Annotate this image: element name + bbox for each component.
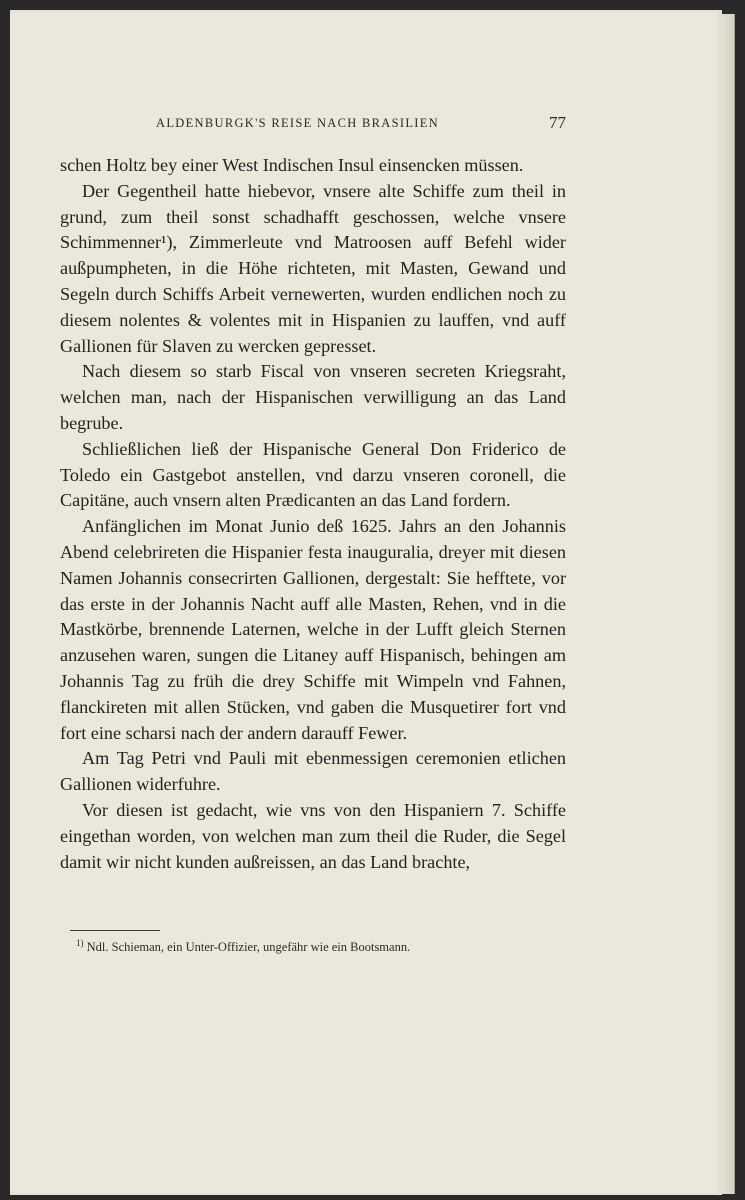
footnote-marker: 1) <box>76 938 84 948</box>
running-head: ALDENBURGK'S REISE NACH BRASILIEN <box>156 116 440 130</box>
footnote-rule <box>70 930 160 931</box>
body-text <box>60 153 566 875</box>
paragraph: Am Tag Petri vnd Pauli mit ebenmessigen ceremonien etlichen Gallionen widerfuhre. <box>60 748 566 795</box>
paragraph: Vor diesen ist gedacht, wie vns von den Hispaniern 7. Schiffe eingethan worden, von welchen man zum theil die Ruder, die Segel damit wir nicht kunden außreissen, an das Land brachte, <box>60 799 566 872</box>
paragraph: schen Holtz bey einer West Indischen Insul einsencken müssen. <box>60 155 524 175</box>
footnote-text: Ndl. Schieman, ein Unter-Offizier, ungefähr wie ein Bootsmann. <box>86 940 411 955</box>
paragraph: Schließlichen ließ der Hispanische General Don Friderico de Toledo ein Gastgebot anstellen, vnd darzu vnseren coronell, die Capitäne, auch vnsern alten Prædicanten an das Land fordern. <box>60 438 566 511</box>
footnote <box>76 938 566 955</box>
paragraph: Nach diesem so starb Fiscal von vnseren secreten Kriegsraht, welchen man, nach der Hispanischen verwilligung an das Land begrube. <box>60 361 566 433</box>
page-header <box>156 113 566 135</box>
page-number: 77 <box>549 113 566 132</box>
paragraph: Anfänglichen im Monat Junio deß 1625. Jahrs an den Johannis Abend celebrireten die Hispanier festa inauguralia, dreyer mit diesen Namen Johannis consecrirten Gallionen, dergestalt: Sie hefftete, vor das erste in der Johannis Nacht auff alle Masten, Rehen, vnd in die Mastkörbe, brennende Laternen, welche in der Lufft gleich Sternen anzusehen waren, sungen die Litaney auff Hispanisch, behingen am Johannis Tag zu früh die drey Schiffe mit Wimpeln vnd Fahnen, flanckireten mit allen Stücken, vnd gaben die Musquetirer fort vnd fort eine scharsi nach der andern darauff Fewer. <box>60 516 566 743</box>
paragraph: Der Gegentheil hatte hiebevor, vnsere alte Schiffe zum theil in grund, zum theil sonst schadhafft geschossen, welche vnsere Schimmenner¹), Zimmerleute vnd Matroosen auff Befehl wider außpumpheten, in die Höhe richteten, mit Masten, Gewand und Segeln durch Schiffs Arbeit vernewerten, wurden endlichen noch zu diesem nolentes & volentes mit in Hispanien zu lauffen, vnd auff Gallionen für Slaven zu wercken gepresset. <box>60 180 566 356</box>
book-page <box>10 10 722 1195</box>
